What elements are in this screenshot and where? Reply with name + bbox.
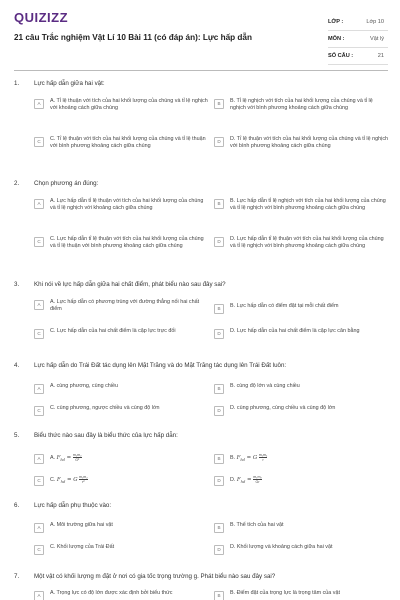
option-b[interactable]: [214, 383, 389, 394]
question-text: Chọn phương án đúng:: [34, 180, 99, 187]
option-letter: B: [214, 384, 224, 394]
option-c[interactable]: [34, 136, 209, 151]
option-letter: A: [34, 523, 44, 533]
quizizz-logo: QUIZIZZ: [14, 10, 69, 25]
option-letter: D: [214, 137, 224, 147]
option-a[interactable]: [34, 383, 209, 394]
option-b[interactable]: [214, 198, 389, 213]
question-text: Lực hấp dẫn phụ thuộc vào:: [34, 502, 112, 509]
option-letter: C: [34, 137, 44, 147]
option-d[interactable]: [214, 475, 389, 486]
meta-key: MÔN :: [328, 36, 345, 42]
option-a[interactable]: [34, 98, 209, 113]
option-text: D. Lực hấp dẫn của hai chất điểm là cặp lực cân bằng: [230, 328, 360, 334]
question-number: 5.: [14, 432, 20, 439]
option-letter: B: [214, 454, 224, 464]
option-a[interactable]: [34, 522, 209, 533]
meta-row-class: [328, 14, 388, 31]
option-letter: D: [214, 329, 224, 339]
option-text: C. Tỉ lệ thuận với tích của hai khối lượng của chúng và tỉ lệ thuận với bình phương khoảng cách giữa chúng: [50, 136, 206, 150]
option-letter: D: [214, 237, 224, 247]
question-text: Một vật có khối lượng m đặt ở nơi có gia tốc trọng trường g. Phát biểu nào sau đây sai?: [34, 573, 276, 580]
option-d[interactable]: [214, 328, 389, 339]
option-letter: D: [214, 545, 224, 555]
option-text: B. cùng độ lớn và cùng chiều: [230, 383, 300, 389]
option-text: A. Môi trường giữa hai vật: [50, 522, 113, 528]
question-text: Lực hấp dẫn giữa hai vật:: [34, 80, 105, 87]
meta-value: Lớp 10: [366, 19, 384, 25]
option-d[interactable]: [214, 544, 389, 555]
option-text: A. Lực hấp dẫn tỉ lệ thuận với tích của hai khối lượng của chúng và tỉ lệ nghịch với khoảng cách giữa chúng: [50, 198, 204, 212]
worksheet-title: 21 câu Trắc nghiệm Vật Lí 10 Bài 11 (có đáp án): Lực hấp dẫn: [14, 33, 252, 42]
option-b[interactable]: [214, 303, 389, 314]
option-letter: C: [34, 406, 44, 416]
option-text: C. Lực hấp dẫn tỉ lệ thuận với tích của hai khối lượng của chúng và tỉ lệ thuận với bình phương khoảng cách giữa chúng: [50, 236, 204, 250]
meta-row-count: [328, 48, 388, 65]
option-a[interactable]: [34, 453, 209, 464]
question-text: Khi nói về lực hấp dẫn giữa hai chất điểm, phát biểu nào sau đây sai?: [34, 281, 226, 288]
option-d[interactable]: [214, 236, 389, 251]
option-text: A. cùng phương, cùng chiều: [50, 383, 118, 389]
option-text: D. cùng phương, cùng chiều và cùng độ lớn: [230, 405, 336, 411]
option-letter: D: [214, 476, 224, 486]
option-c[interactable]: [34, 405, 209, 416]
option-text: C. Lực hấp dẫn của hai chất điểm là cặp lực trực đối: [50, 328, 176, 334]
option-letter: A: [34, 99, 44, 109]
option-letter: B: [214, 99, 224, 109]
option-c[interactable]: [34, 544, 209, 555]
option-text: D. Lực hấp dẫn tỉ lệ thuận với tích của hai khối lượng của chúng và tỉ lệ nghịch với bình phương khoảng cách giữa chúng: [230, 236, 384, 250]
option-letter: A: [34, 300, 44, 310]
option-letter: A: [34, 454, 44, 464]
option-d[interactable]: [214, 405, 389, 416]
meta-key: SỐ CÂU :: [328, 53, 354, 59]
option-letter: A: [34, 384, 44, 394]
option-b[interactable]: [214, 98, 389, 113]
option-letter: A: [34, 199, 44, 209]
header-divider: [14, 70, 388, 71]
option-text: B. Lực hấp dẫn có điểm đặt tại mỗi chất điểm: [230, 303, 339, 309]
option-a[interactable]: [34, 590, 209, 600]
option-text: B. Tỉ lệ nghịch với tích của hai khối lượng của chúng và tỉ lệ nghịch với bình phương khoảng cách giữa chúng: [230, 98, 373, 112]
option-a[interactable]: [34, 299, 209, 314]
option-c[interactable]: [34, 236, 209, 251]
option-c[interactable]: [34, 328, 209, 339]
option-text: A. Trọng lực có độ lớn được xác định bởi biểu thức: [50, 590, 173, 596]
question-text: Biểu thức nào sau đây là biểu thức của lực hấp dẫn:: [34, 432, 178, 439]
question-number: 4.: [14, 362, 20, 369]
option-text: C. Khối lượng của Trái Đất: [50, 544, 115, 550]
option-c[interactable]: [34, 475, 209, 486]
option-letter: C: [34, 545, 44, 555]
option-letter: C: [34, 476, 44, 486]
meta-table: [328, 14, 388, 65]
option-text: C. cùng phương, ngược chiều và cùng độ lớn: [50, 405, 160, 411]
option-text: D. Khối lượng và khoảng cách giữa hai vật: [230, 544, 333, 550]
option-text: D. Tỉ lệ thuận với tích của hai khối lượng của chúng và tỉ lệ nghịch với bình phương khoảng cách giữa chúng: [230, 136, 389, 150]
question-number: 1.: [14, 80, 20, 87]
option-formula: B. $F_{hd} = G$ $\frac{\text{m₁m₂}}{r}$: [230, 453, 268, 462]
option-letter: B: [214, 591, 224, 600]
meta-row-subject: [328, 31, 388, 48]
option-d[interactable]: [214, 136, 389, 151]
option-letter: D: [214, 406, 224, 416]
meta-value: 21: [377, 53, 384, 59]
option-text: B. Điểm đặt của trọng lực là trọng tâm của vật: [230, 590, 340, 596]
meta-value: Vật lý: [370, 36, 384, 42]
option-text: B. Lực hấp dẫn tỉ lệ nghịch với tích của hai khối lượng của chúng và tỉ lệ nghịch với bình phương khoảng cách giữa chúng: [230, 198, 386, 212]
option-text: B. Thể tích của hai vật: [230, 522, 284, 528]
question-number: 2.: [14, 180, 20, 187]
option-letter: A: [34, 591, 44, 600]
option-text: A. Tỉ lệ thuận với tích của hai khối lượng của chúng và tỉ lệ nghịch với khoảng cách giữa chúng: [50, 98, 208, 112]
option-text: A. Lực hấp dẫn có phương trùng với đường thẳng nối hai chất điểm: [50, 299, 200, 313]
option-formula: C. $F_{hd} = G$ $\frac{\text{m₁m₂}}{\text{r²}}$: [50, 475, 88, 484]
option-formula: D. $F_{hd}$ = $\frac{\text{m₁m₂}}{Gr}$: [230, 475, 262, 484]
option-letter: C: [34, 329, 44, 339]
option-letter: B: [214, 304, 224, 314]
option-letter: C: [34, 237, 44, 247]
option-b[interactable]: [214, 522, 389, 533]
question-text: Lực hấp dẫn do Trái Đất tác dụng lên Mặt Trăng và do Mặt Trăng tác dụng lên Trái Đất luôn:: [34, 362, 287, 369]
option-a[interactable]: [34, 198, 209, 213]
header: [0, 0, 400, 64]
meta-key: LỚP :: [328, 19, 344, 25]
option-b[interactable]: [214, 590, 389, 600]
option-b[interactable]: [214, 453, 389, 464]
question-number: 3.: [14, 281, 20, 288]
option-letter: B: [214, 523, 224, 533]
question-number: 7.: [14, 573, 20, 580]
option-formula: A. $F_{hd}$ = $\frac{\text{m₁m₂}}{\text{G²}}$: [50, 453, 82, 462]
question-number: 6.: [14, 502, 20, 509]
option-letter: B: [214, 199, 224, 209]
